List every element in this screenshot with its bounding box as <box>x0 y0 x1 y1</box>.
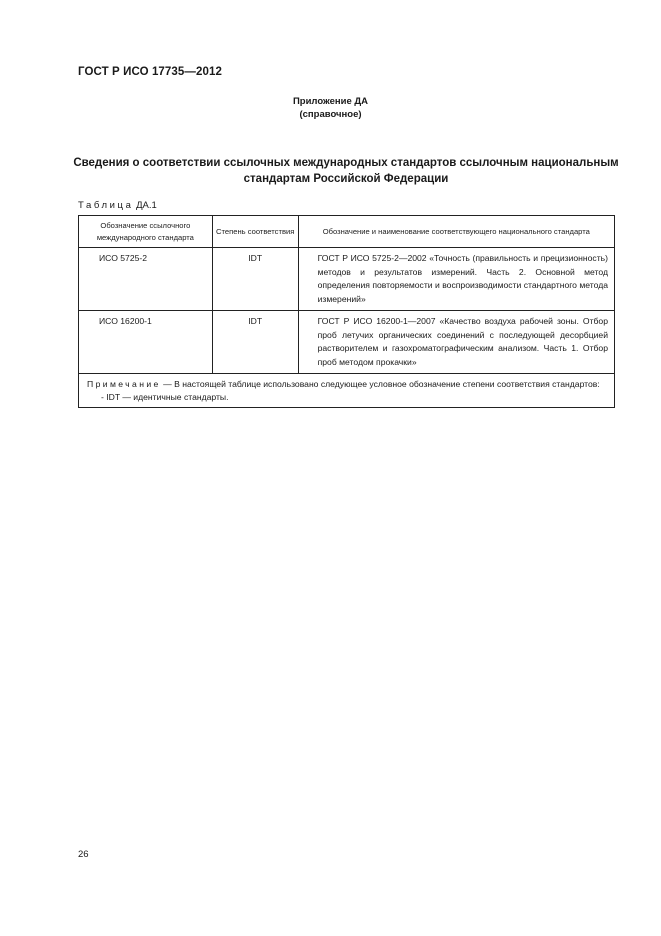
appendix-subtitle: (справочное) <box>299 109 362 120</box>
note-body: — В настоящей таблице использовано следующее условное обозначение степени соответствия стандартов: <box>160 379 600 389</box>
page-number: 26 <box>78 849 89 860</box>
section-title-line-1: Сведения о соответствии ссылочных международных стандартов ссылочным национальным <box>73 157 619 169</box>
standards-table <box>78 215 615 408</box>
cell-intl-standard: ИСО 16200-1 <box>79 311 213 374</box>
table-caption-label: Таблица <box>78 200 134 211</box>
appendix-title: Приложение ДА <box>292 96 369 107</box>
note-label: Примечание <box>87 379 161 389</box>
note-text <box>87 378 606 391</box>
appendix-heading <box>0 95 661 121</box>
table-row <box>79 248 615 311</box>
table-note <box>79 374 615 408</box>
table-caption-id: ДА.1 <box>136 200 157 211</box>
table-note-row <box>79 374 615 408</box>
section-title-line-2: стандартам Российской Федерации <box>243 173 449 185</box>
header-degree: Степень соответствия <box>212 216 298 248</box>
cell-national-standard <box>298 311 614 374</box>
header-intl-standard: Обозначение ссылочного международного стандарта <box>79 216 213 248</box>
header-national-standard: Обозначение и наименование соответствующего национального стандарта <box>298 216 614 248</box>
table-row <box>79 311 615 374</box>
document-code: ГОСТ Р ИСО 17735—2012 <box>78 66 223 78</box>
cell-degree: IDT <box>212 248 298 311</box>
national-standard-text: ГОСТ Р ИСО 5725-2—2002 «Точность (правильность и прецизионность) методов и результатов измерений. Часть 2. Основной метод определения повторяемости и воспроизводимости стандартного метода измерений» <box>317 253 608 304</box>
cell-national-standard <box>298 248 614 311</box>
section-title <box>70 155 622 187</box>
cell-intl-standard: ИСО 5725-2 <box>79 248 213 311</box>
national-standard-text: ГОСТ Р ИСО 16200-1—2007 «Качество воздуха рабочей зоны. Отбор проб летучих органических соединений с последующей десорбцией растворителем и газохроматографическим анализом. Часть 1. Отбор проб методом прокачки» <box>317 316 608 367</box>
note-item: - IDT — идентичные стандарты. <box>101 392 229 402</box>
cell-degree: IDT <box>212 311 298 374</box>
table-header-row <box>79 216 615 248</box>
table-caption <box>78 200 157 211</box>
